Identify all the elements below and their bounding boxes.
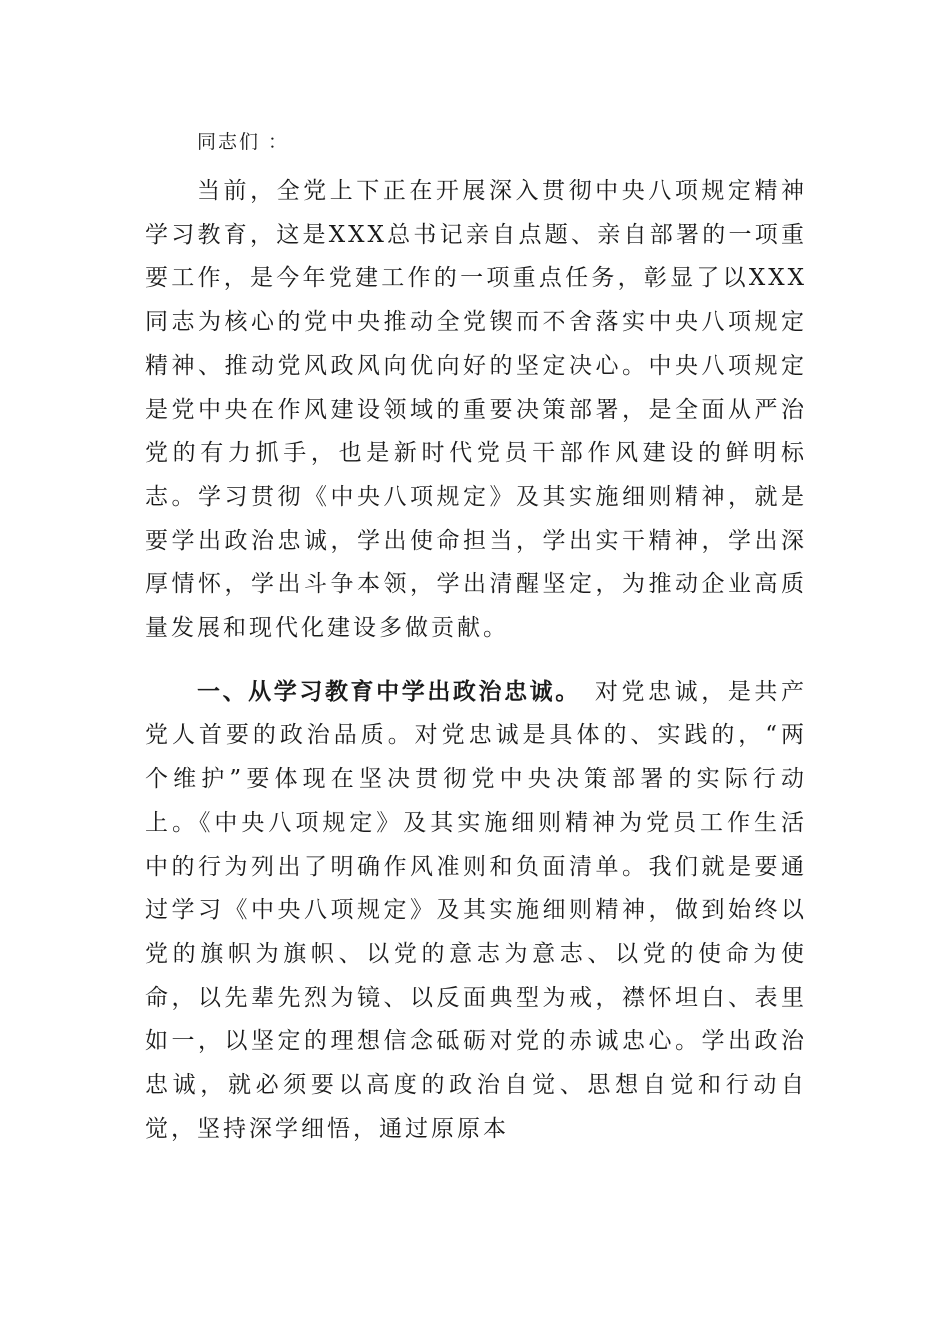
- section-one-paragraph: [145, 671, 807, 1152]
- intro-paragraph: 当前，全党上下正在开展深入贯彻中央八项规定精神学习教育，这是XXX总书记亲自点题、亲自部署的一项重要工作，是今年党建工作的一项重点任务，彰显了以XXX同志为核心的党中央推动全党锲而不舍落实中央八项规定精神、推动党风政风向优向好的坚定决心。中央八项规定是党中央在作风建设领域的重要决策部署，是全面从严治党的有力抓手，也是新时代党员干部作风建设的鲜明标志。学习贯彻《中央八项规定》及其实施细则精神，就是要学出政治忠诚，学出使命担当，学出实干精神，学出深厚情怀，学出斗争本领，学出清醒坚定，为推动企业高质量发展和现代化建设多做贡献。: [145, 178, 807, 642]
- section-one-body: 对党忠诚，是共产党人首要的政治品质。对党忠诚是具体的、实践的，“两个维护”要体现在坚决贯彻党中央决策部署的实际行动上。《中央八项规定》及其实施细则精神为党员工作生活中的行为列出了明确作风准则和负面清单。我们就是要通过学习《中央八项规定》及其实施细则精神，做到始终以党的旗帜为旗帜、以党的意志为意志、以党的使命为使命，以先辈先烈为镜、以反面典型为戒，襟怀坦白、表里如一，以坚定的理想信念砥砺对党的赤诚忠心。学出政治忠诚，就必须要以高度的政治自觉、思想自觉和行动自觉，坚持深学细悟，通过原原本: [145, 678, 808, 1142]
- document-body: [145, 118, 807, 1151]
- section-one-heading: 一、从学习教育中学出政治忠诚。: [197, 678, 581, 705]
- salutation: 同志们 ：: [197, 131, 290, 153]
